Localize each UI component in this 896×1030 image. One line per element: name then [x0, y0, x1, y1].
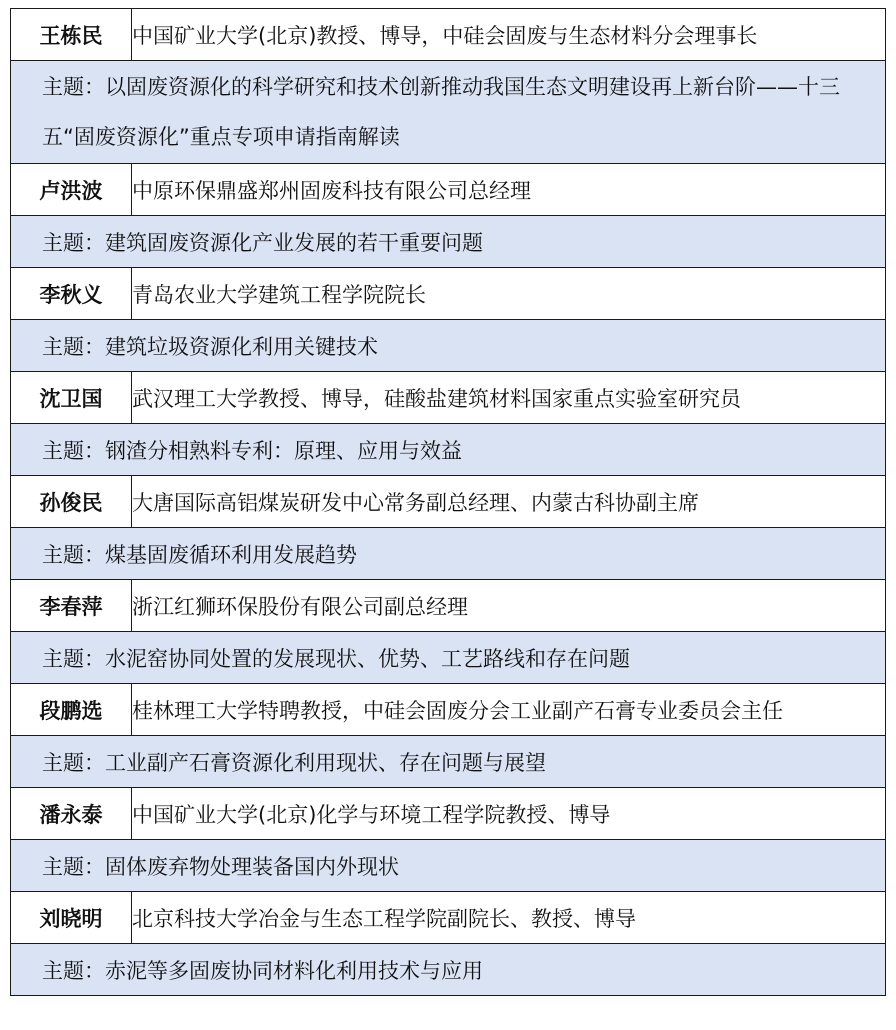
topic-row — [11, 424, 886, 476]
topic-row — [11, 61, 886, 164]
speaker-table — [10, 8, 886, 996]
topic-text: 主题：钢渣分相熟料专利：原理、应用与效益 — [11, 424, 886, 476]
speaker-name: 刘晓明 — [11, 892, 132, 944]
speaker-title: 青岛农业大学建筑工程学院院长 — [132, 268, 886, 320]
speaker-title: 中原环保鼎盛郑州固废科技有限公司总经理 — [132, 164, 886, 216]
speaker-title: 浙江红狮环保股份有限公司副总经理 — [132, 580, 886, 632]
speaker-title: 中国矿业大学(北京)教授、博导，中硅会固废与生态材料分会理事长 — [132, 9, 886, 61]
speaker-row — [11, 892, 886, 944]
speaker-name: 段鹏选 — [11, 684, 132, 736]
topic-row — [11, 528, 886, 580]
speaker-row — [11, 580, 886, 632]
topic-text: 主题：水泥窑协同处置的发展现状、优势、工艺路线和存在问题 — [11, 632, 886, 684]
speaker-row — [11, 372, 886, 424]
speaker-name: 李春萍 — [11, 580, 132, 632]
topic-text: 主题：赤泥等多固废协同材料化利用技术与应用 — [11, 944, 886, 996]
speaker-row — [11, 164, 886, 216]
speaker-title: 中国矿业大学(北京)化学与环境工程学院教授、博导 — [132, 788, 886, 840]
speaker-title: 北京科技大学冶金与生态工程学院副院长、教授、博导 — [132, 892, 886, 944]
speaker-title: 桂林理工大学特聘教授，中硅会固废分会工业副产石膏专业委员会主任 — [132, 684, 886, 736]
topic-text: 主题：以固废资源化的科学研究和技术创新推动我国生态文明建设再上新台阶——十三五“固废资源化”重点专项申请指南解读 — [11, 61, 886, 164]
speaker-name: 王栋民 — [11, 9, 132, 61]
topic-row — [11, 632, 886, 684]
topic-row — [11, 216, 886, 268]
speaker-title: 武汉理工大学教授、博导，硅酸盐建筑材料国家重点实验室研究员 — [132, 372, 886, 424]
topic-row — [11, 736, 886, 788]
speaker-name: 沈卫国 — [11, 372, 132, 424]
topic-row — [11, 320, 886, 372]
topic-text: 主题：固体废弃物处理装备国内外现状 — [11, 840, 886, 892]
topic-text: 主题：煤基固废循环利用发展趋势 — [11, 528, 886, 580]
speaker-row — [11, 684, 886, 736]
speaker-title: 大唐国际高铝煤炭研发中心常务副总经理、内蒙古科协副主席 — [132, 476, 886, 528]
speaker-name: 孙俊民 — [11, 476, 132, 528]
speaker-row — [11, 476, 886, 528]
topic-row — [11, 944, 886, 996]
speaker-row — [11, 9, 886, 61]
topic-text: 主题：工业副产石膏资源化利用现状、存在问题与展望 — [11, 736, 886, 788]
speaker-row — [11, 268, 886, 320]
topic-text: 主题：建筑垃圾资源化利用关键技术 — [11, 320, 886, 372]
speaker-row — [11, 788, 886, 840]
topic-text: 主题：建筑固废资源化产业发展的若干重要问题 — [11, 216, 886, 268]
speaker-name: 卢洪波 — [11, 164, 132, 216]
topic-row — [11, 840, 886, 892]
speaker-name: 李秋义 — [11, 268, 132, 320]
speaker-name: 潘永泰 — [11, 788, 132, 840]
